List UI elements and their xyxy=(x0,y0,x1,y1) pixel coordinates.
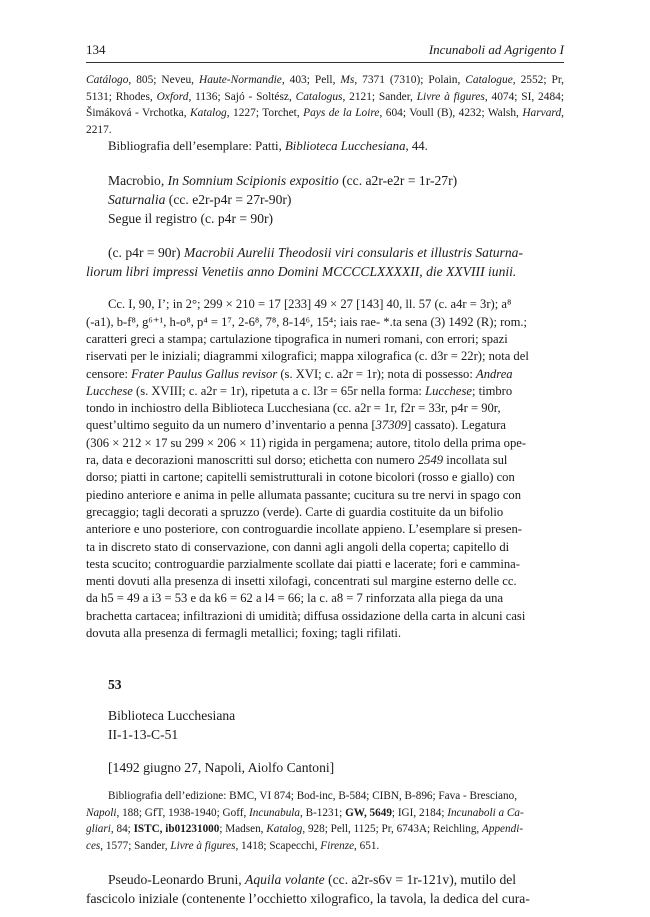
entry-number: 53 xyxy=(108,677,122,693)
entry-53-contents: Pseudo-Leonardo Bruni, Aquila volante (cc. a2r-s6v = 1r-121v), mutilo del fascicolo iniziale (contenente l’occhietto xilografico, la tavola, la dedica del cura- xyxy=(86,871,530,906)
running-header xyxy=(86,42,564,63)
physical-description: Cc. I, 90, I’; in 2°; 299 × 210 = 17 [233] 49 × 27 [143] 40, ll. 57 (c. a4r = 3r); a⁸ (-a1), b-f⁸, g⁶⁺¹, h-o⁸, p⁴ = 1⁷, 2-6⁸, 7⁸, 8-14⁶, 15⁴; iais rae- *.ta sena (3) 1492 (R); rom.; caratteri greci a stampa; cartulazione tipografica in numeri romani, con errori; spazi riservati per le iniziali; diagrammi xilografici; mappa xilografica (c. d3r = 22r); nota del censore: Frater Paulus Gallus revisor (s. XVI; c. a2r = 1r); nota di possesso: Andrea Lucchese (s. XVIII; c. a2r = 1r), ripetuta a c. l3r = 65r nella forma: Lucchese; timbro tondo in inchiostro della Biblioteca Lucchesiana (cc. a2r = 1r, f2r = 33r, p4r = 90r, quest’ultimo seguito da un numero d’inventario a penna [37309] cassato). Legatura (306 × 212 × 17 su 299 × 206 × 11) rigida in pergamena; autore, titolo della prima ope- ra, data e decorazioni manoscritti sul dorso; etichetta con numero 2549 incollata sul dorso; piatti in cartone; capitelli semistrutturali in cotone bicolori (rosso e giallo) con piedino anteriore e anima in pelle allumata passante; cucitura su tre nervi in spago con grecaggio; tagli decorati a spruzzo (verde). Carte di guardia costituite da un bifolio anteriore e uno posteriore, con controguardie incollate appieno. L’esemplare si presen- ta in discreto stato di conservazione, con danni agli angoli della coperta; capitello di testa scucito; controguardie parzialmente scollate dai piatti e lacerate; fori e cammina- menti dovuti alla presenza di insetti xilofagi, concentrati sul margine esterno delle cc. da h5 = 49 a i3 = 53 e da k6 = 62 a l4 = 66; la c. a8 = 7 rinforzata alla piega da una brachetta cartacea; infiltrazioni di umidità; diffusa ossidazione della carta in alcuni casi dovuta alla presenza di fermagli metallici; foxing; tagli rifilati. xyxy=(86,297,529,641)
entry-53 xyxy=(86,675,564,777)
page-number: 134 xyxy=(86,42,106,57)
contents-line-3: Segue il registro (c. p4r = 90r) xyxy=(108,211,274,227)
shelfmark: II-1-13-C-51 xyxy=(108,727,179,743)
page xyxy=(86,42,564,908)
running-title: Incunaboli ad Agrigento I xyxy=(428,42,564,57)
contents-line-1: Macrobio, In Somnium Scipionis expositio (cc. a2r-e2r = 1r-27r) xyxy=(108,173,458,189)
edition-bibliography-continued: Catálogo, 805; Neveu, Haute-Normandie, 403; Pell, Ms, 7371 (7310); Polain, Catalogue, 2552; Pr, 5131; Rhodes, Oxford, 1136; Sajó - Soltész, Catalogus, 2121; Sander, Livre à figures, 4074; SI, 2484; Šimáková - Vrchotka, Katalog, 1227; Torchet, Pays de la Loire, 604; Voull (B), 4232; Walsh, Harvard, 2217. xyxy=(86,74,565,136)
contents-line-2: Saturnalia (cc. e2r-p4r = 27r-90r) xyxy=(108,192,292,208)
imprint: [1492 giugno 27, Napoli, Aiolfo Cantoni] xyxy=(108,760,335,776)
library-name: Biblioteca Lucchesiana xyxy=(108,708,236,724)
contents-block xyxy=(86,171,564,228)
entry-53-bibliography: Bibliografia dell’edizione: BMC, VI 874; Bod-inc, B-584; CIBN, B-896; Fava - Bresciano, Napoli, 188; GfT, 1938-1940; Goff, Incunabula, B-1231; GW, 5649; IGI, 2184; Incunaboli a Ca- gliari, 84; ISTC, ib01231000; Madsen, Katalog, 928; Pell, 1125; Pr, 6743A; Reichling, Appendi- ces, 1577; Sander, Livre à figures, 1418; Scapecchi, Firenze, 651. xyxy=(86,790,524,852)
colophon: (c. p4r = 90r) Macrobii Aurelii Theodosii viri consularis et illustris Saturna- liorum libri impressi Venetiis anno Domini MCCCCLXXXXII, die XXVIII iunii. xyxy=(86,245,523,280)
copy-bibliography: Bibliografia dell’esemplare: Patti, Biblioteca Lucchesiana, 44. xyxy=(108,139,428,154)
